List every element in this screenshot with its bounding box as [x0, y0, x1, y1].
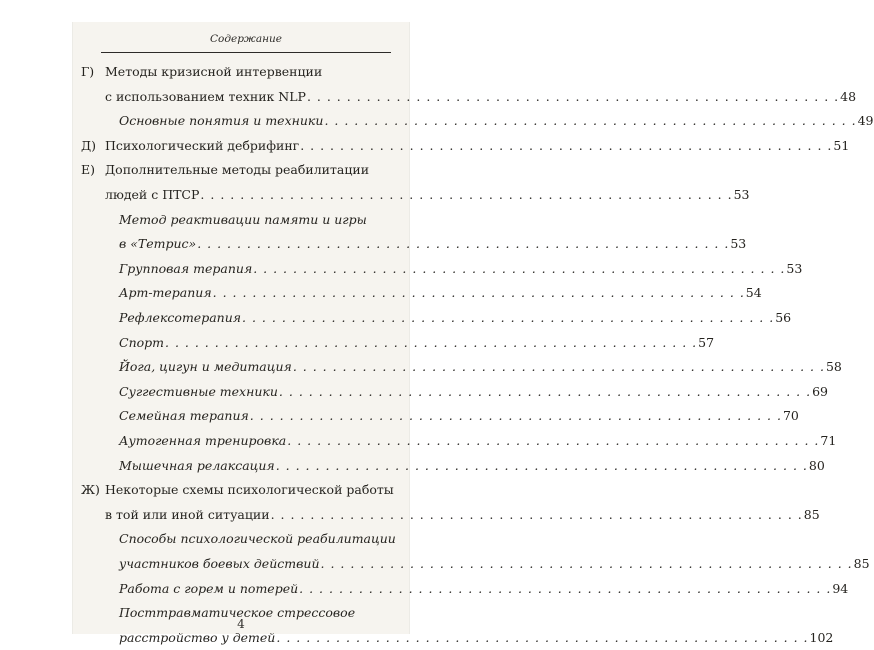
toc-entry-title: Рефлексотерапия [119, 310, 242, 325]
toc-entry-title: в той или иной ситуации [105, 506, 270, 522]
section-letter: Г) [81, 64, 95, 79]
section-title-line: Дополнительные методы реабилитации [105, 162, 370, 178]
toc-page-number: 85 [853, 556, 870, 571]
dot-leader: . . . . . . . . . . . . . . . . . . . . . . . . . . . . . . . . . . . . . . . . . . . . . . . . . . . . . . [324, 113, 857, 129]
toc-section-entry[interactable] [105, 505, 820, 525]
toc-page-number: 49 [857, 113, 874, 129]
toc-subsection-entry[interactable] [119, 382, 828, 402]
toc-entry-title: с использованием техник NLP [105, 88, 306, 104]
toc-subsection-entry[interactable] [119, 333, 715, 353]
dot-leader: . . . . . . . . . . . . . . . . . . . . . . . . . . . . . . . . . . . . . . . . . . . . . . . . . . . . . . [300, 137, 833, 153]
toc-page-number: 54 [745, 285, 762, 301]
toc-subsection-entry[interactable] [119, 456, 825, 476]
toc-subsection-entry[interactable] [119, 579, 849, 599]
toc-page-number: 48 [840, 88, 857, 104]
dot-leader: . . . . . . . . . . . . . . . . . . . . . . . . . . . . . . . . . . . . . . . . . . . . . . . . . . . . . . [197, 236, 730, 252]
toc-entry-title: Мышечная релаксация [119, 457, 275, 473]
toc-subsection-entry[interactable] [119, 234, 747, 254]
toc-entry-title: Суггестивные техники [119, 383, 278, 399]
toc-page-number: 102 [809, 629, 834, 645]
toc-page-number: 94 [832, 580, 849, 596]
dot-leader: . . . . . . . . . . . . . . . . . . . . . . . . . . . . . . . . . . . . . . . . . . . . . . . . . . . . . . [299, 580, 832, 596]
toc-entry-title: Психологический дебрифинг [105, 137, 300, 153]
dot-leader: . . . . . . . . . . . . . . . . . . . . . . . . . . . . . . . . . . . . . . . . . . . . . . . . . . . . . . [200, 187, 733, 202]
toc-page-number: 69 [812, 383, 828, 399]
book-page [72, 22, 874, 645]
section-title-line: Некоторые схемы психологической работы [105, 482, 394, 498]
toc-page-number: 56 [775, 310, 792, 325]
toc-subsection-entry[interactable] [119, 283, 762, 303]
toc-section-entry[interactable] [105, 87, 857, 107]
toc-entry-title: в «Тетрис» [119, 236, 197, 252]
toc-page-number: 85 [803, 506, 820, 522]
dot-leader: . . . . . . . . . . . . . . . . . . . . . . . . . . . . . . . . . . . . . . . . . . . . . . . . . . . . . . [320, 556, 853, 571]
toc-entry-title: Работа с горем и потерей [119, 580, 299, 596]
dot-leader: . . . . . . . . . . . . . . . . . . . . . . . . . . . . . . . . . . . . . . . . . . . . . . . . . . . . . . [249, 408, 782, 424]
toc-entry-title: людей с ПТСР [105, 187, 200, 202]
section-letter: Ж) [81, 482, 100, 498]
toc-entry-title: Основные понятия и техники [119, 113, 324, 129]
toc-page-number: 70 [782, 408, 799, 424]
dot-leader: . . . . . . . . . . . . . . . . . . . . . . . . . . . . . . . . . . . . . . . . . . . . . . . . . . . . . . [212, 285, 745, 301]
dot-leader: . . . . . . . . . . . . . . . . . . . . . . . . . . . . . . . . . . . . . . . . . . . . . . . . . . . . . . [253, 260, 786, 276]
dot-leader: . . . . . . . . . . . . . . . . . . . . . . . . . . . . . . . . . . . . . . . . . . . . . . . . . . . . . . [165, 334, 698, 350]
toc-entry-title: Арт-терапия [119, 285, 212, 301]
dot-leader: . . . . . . . . . . . . . . . . . . . . . . . . . . . . . . . . . . . . . . . . . . . . . . . . . . . . . . [287, 433, 820, 448]
dot-leader: . . . . . . . . . . . . . . . . . . . . . . . . . . . . . . . . . . . . . . . . . . . . . . . . . . . . . . [270, 506, 803, 522]
toc-entry-title: участников боевых действий [119, 556, 320, 571]
toc-section-entry[interactable] [105, 185, 750, 205]
toc-page-number: 71 [820, 433, 837, 448]
toc-entry-title: Йога, цигун и медитация [119, 359, 292, 375]
toc-page-number: 51 [833, 137, 850, 153]
toc-subsection-entry[interactable] [119, 554, 870, 574]
subsection-title-line: Посттравматическое стрессовое [119, 605, 356, 621]
toc-entry-title: Семейная терапия [119, 408, 249, 424]
page-number: 4 [237, 617, 245, 631]
dot-leader: . . . . . . . . . . . . . . . . . . . . . . . . . . . . . . . . . . . . . . . . . . . . . . . . . . . . . . [242, 310, 775, 325]
toc-page-number: 80 [808, 457, 825, 473]
toc-entry-title: Спорт [119, 334, 164, 350]
toc-subsection-entry[interactable] [119, 357, 842, 377]
subsection-title-line: Способы психологической реабилитации [119, 531, 396, 547]
toc-subsection-entry[interactable] [119, 308, 792, 328]
running-header: Содержание [209, 33, 283, 45]
toc-page-number: 53 [730, 236, 747, 252]
toc-subsection-entry[interactable] [119, 431, 837, 451]
dot-leader: . . . . . . . . . . . . . . . . . . . . . . . . . . . . . . . . . . . . . . . . . . . . . . . . . . . . . . [306, 88, 840, 104]
toc-section-entry[interactable] [105, 136, 850, 156]
toc-entry-title: Групповая терапия [119, 260, 253, 276]
section-title-line: Методы кризисной интервенции [105, 64, 323, 79]
toc-page-number: 58 [825, 359, 842, 375]
dot-leader: . . . . . . . . . . . . . . . . . . . . . . . . . . . . . . . . . . . . . . . . . . . . . . . . . . . . . . [276, 629, 809, 645]
toc-page-number: 57 [698, 334, 715, 350]
toc-page-number: 53 [786, 260, 803, 276]
table-of-contents [73, 22, 874, 645]
toc-subsection-entry[interactable] [119, 406, 799, 426]
toc-entry-title: расстройство у детей [119, 629, 276, 645]
toc-subsection-entry[interactable] [119, 259, 803, 279]
section-letter: Е) [81, 162, 96, 178]
toc-entry-title: Аутогенная тренировка [119, 433, 287, 448]
dot-leader: . . . . . . . . . . . . . . . . . . . . . . . . . . . . . . . . . . . . . . . . . . . . . . . . . . . . . . [292, 359, 825, 375]
toc-page-number: 53 [733, 187, 750, 202]
subsection-title-line: Метод реактивации памяти и игры [119, 211, 367, 227]
section-letter: Д) [81, 137, 97, 153]
dot-leader: . . . . . . . . . . . . . . . . . . . . . . . . . . . . . . . . . . . . . . . . . . . . . . . . . . . . . . [275, 457, 808, 473]
dot-leader: . . . . . . . . . . . . . . . . . . . . . . . . . . . . . . . . . . . . . . . . . . . . . . . . . . . . . . [278, 383, 812, 399]
toc-subsection-entry[interactable] [119, 111, 874, 131]
